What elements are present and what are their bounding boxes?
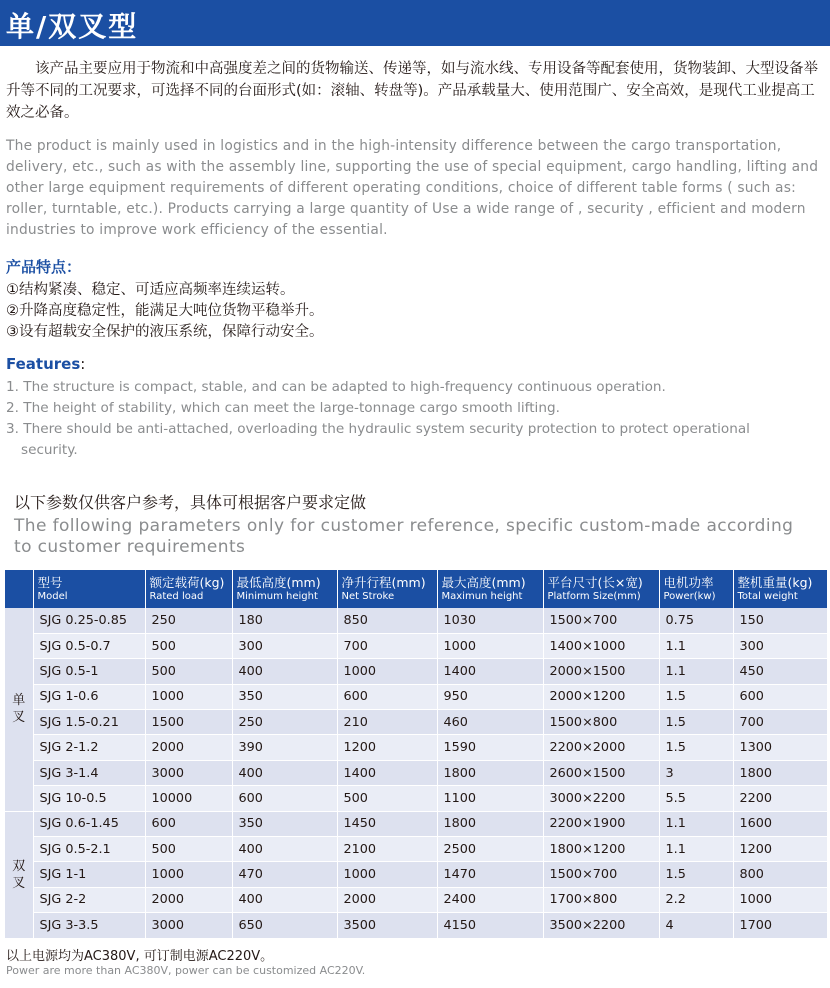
cell-platform-size: 1500×700 <box>543 862 659 887</box>
cell-min-height: 400 <box>232 760 337 785</box>
cell-max-height: 950 <box>437 684 543 709</box>
cell-min-height: 350 <box>232 684 337 709</box>
table-header-row <box>5 570 827 608</box>
header-total-weight: 整机重量(kg) Total weight <box>733 570 827 608</box>
cell-max-height: 1470 <box>437 862 543 887</box>
cell-min-height: 390 <box>232 735 337 760</box>
features-en-item: 1. The structure is compact, stable, and can be adapted to high-frequency continuous operation. <box>6 379 666 395</box>
cell-power: 1.1 <box>659 837 733 862</box>
table-row <box>5 786 827 811</box>
header-max-height: 最大高度(mm) Maximun height <box>437 570 543 608</box>
cell-min-height: 650 <box>232 913 337 938</box>
cell-total-weight: 450 <box>733 659 827 684</box>
features-en-item: 3. There should be anti-attached, overloading the hydraulic system security protection to protect operational <box>6 421 750 437</box>
params-note-en: The following parameters only for customer reference, specific custom-made according to customer requirements <box>14 516 794 557</box>
header-group-cell <box>5 570 33 608</box>
features-cn-list <box>6 280 826 343</box>
cell-power: 3 <box>659 760 733 785</box>
cell-max-height: 1030 <box>437 608 543 633</box>
cell-rated-load: 1000 <box>145 862 232 887</box>
cell-rated-load: 3000 <box>145 760 232 785</box>
cell-total-weight: 1700 <box>733 913 827 938</box>
header-power: 电机功率 Power(kw) <box>659 570 733 608</box>
cell-model: SJG 1-1 <box>33 862 145 887</box>
cell-power: 4 <box>659 913 733 938</box>
cell-net-stroke: 850 <box>337 608 437 633</box>
cell-total-weight: 700 <box>733 710 827 735</box>
cell-platform-size: 2600×1500 <box>543 760 659 785</box>
cell-net-stroke: 2100 <box>337 837 437 862</box>
cell-platform-size: 2200×2000 <box>543 735 659 760</box>
cell-net-stroke: 500 <box>337 786 437 811</box>
table-row <box>5 735 827 760</box>
header-min-height: 最低高度(mm) Minimum height <box>232 570 337 608</box>
cell-power: 1.5 <box>659 862 733 887</box>
features-en-heading-text: Features <box>6 355 81 373</box>
cell-model: SJG 0.6-1.45 <box>33 811 145 836</box>
cell-max-height: 1800 <box>437 811 543 836</box>
cell-power: 0.75 <box>659 608 733 633</box>
features-cn-heading: 产品特点： <box>6 258 82 276</box>
table-row <box>5 760 827 785</box>
params-note-cn: 以下参数仅供客户参考，具体可根据客户要求定做 <box>14 493 367 512</box>
table-row <box>5 837 827 862</box>
cell-min-height: 400 <box>232 887 337 912</box>
cell-power: 2.2 <box>659 887 733 912</box>
cell-model: SJG 0.5-1 <box>33 659 145 684</box>
cell-max-height: 1800 <box>437 760 543 785</box>
title-bar <box>0 0 830 46</box>
cell-power: 1.1 <box>659 659 733 684</box>
cell-min-height: 180 <box>232 608 337 633</box>
cell-rated-load: 500 <box>145 837 232 862</box>
table-row <box>5 659 827 684</box>
cell-power: 5.5 <box>659 786 733 811</box>
cell-platform-size: 3000×2200 <box>543 786 659 811</box>
features-cn-item: ②升降高度稳定性，能满足大吨位货物平稳举升。 <box>6 303 324 319</box>
page-title: 单/双叉型 <box>6 10 139 43</box>
cell-max-height: 4150 <box>437 913 543 938</box>
cell-total-weight: 1200 <box>733 837 827 862</box>
cell-total-weight: 1600 <box>733 811 827 836</box>
cell-rated-load: 500 <box>145 659 232 684</box>
cell-rated-load: 2000 <box>145 887 232 912</box>
header-rated-load: 额定载荷(kg) Rated load <box>145 570 232 608</box>
cell-min-height: 470 <box>232 862 337 887</box>
cell-platform-size: 2200×1900 <box>543 811 659 836</box>
cell-model: SJG 0.5-2.1 <box>33 837 145 862</box>
features-cn-item: ①结构紧凑、稳定、可适应高频率连续运转。 <box>6 282 295 298</box>
cell-power: 1.1 <box>659 633 733 658</box>
footer-note-cn: 以上电源均为AC380V, 可订制电源AC220V。 <box>6 949 274 964</box>
cell-net-stroke: 1200 <box>337 735 437 760</box>
group-label: 单 叉 <box>5 608 33 811</box>
cell-net-stroke: 700 <box>337 633 437 658</box>
features-en-heading <box>6 355 85 373</box>
cell-platform-size: 2000×1500 <box>543 659 659 684</box>
cell-max-height: 460 <box>437 710 543 735</box>
table-row <box>5 887 827 912</box>
cell-rated-load: 600 <box>145 811 232 836</box>
cell-model: SJG 1-0.6 <box>33 684 145 709</box>
table-row <box>5 684 827 709</box>
cell-max-height: 2400 <box>437 887 543 912</box>
features-en-item-continuation: security. <box>21 442 78 458</box>
cell-min-height: 600 <box>232 786 337 811</box>
cell-net-stroke: 600 <box>337 684 437 709</box>
cell-net-stroke: 2000 <box>337 887 437 912</box>
cell-max-height: 1000 <box>437 633 543 658</box>
cell-rated-load: 2000 <box>145 735 232 760</box>
header-platform-size: 平台尺寸(长×宽) Platform Size(mm) <box>543 570 659 608</box>
cell-model: SJG 3-3.5 <box>33 913 145 938</box>
cell-rated-load: 1500 <box>145 710 232 735</box>
cell-net-stroke: 3500 <box>337 913 437 938</box>
features-cn-item: ③设有超载安全保护的液压系统，保障行动安全。 <box>6 324 324 340</box>
spec-table <box>5 570 828 939</box>
cell-model: SJG 10-0.5 <box>33 786 145 811</box>
cell-platform-size: 1500×700 <box>543 608 659 633</box>
table-row <box>5 608 827 633</box>
header-net-stroke: 净升行程(mm) Net Stroke <box>337 570 437 608</box>
cell-min-height: 350 <box>232 811 337 836</box>
spec-table-body <box>5 608 827 938</box>
cell-max-height: 1100 <box>437 786 543 811</box>
cell-total-weight: 1800 <box>733 760 827 785</box>
cell-power: 1.5 <box>659 684 733 709</box>
cell-total-weight: 1000 <box>733 887 827 912</box>
cell-net-stroke: 1400 <box>337 760 437 785</box>
cell-platform-size: 3500×2200 <box>543 913 659 938</box>
cell-net-stroke: 210 <box>337 710 437 735</box>
cell-min-height: 400 <box>232 659 337 684</box>
cell-max-height: 2500 <box>437 837 543 862</box>
cell-platform-size: 1400×1000 <box>543 633 659 658</box>
table-row <box>5 710 827 735</box>
cell-total-weight: 800 <box>733 862 827 887</box>
cell-platform-size: 1500×800 <box>543 710 659 735</box>
cell-rated-load: 1000 <box>145 684 232 709</box>
cell-power: 1.5 <box>659 710 733 735</box>
cell-model: SJG 0.5-0.7 <box>33 633 145 658</box>
cell-platform-size: 2000×1200 <box>543 684 659 709</box>
cell-model: SJG 3-1.4 <box>33 760 145 785</box>
cell-max-height: 1400 <box>437 659 543 684</box>
cell-model: SJG 0.25-0.85 <box>33 608 145 633</box>
cell-model: SJG 2-1.2 <box>33 735 145 760</box>
header-model: 型号 Model <box>33 570 145 608</box>
cell-rated-load: 3000 <box>145 913 232 938</box>
cell-net-stroke: 1450 <box>337 811 437 836</box>
cell-rated-load: 250 <box>145 608 232 633</box>
cell-power: 1.1 <box>659 811 733 836</box>
cell-min-height: 250 <box>232 710 337 735</box>
cell-platform-size: 1800×1200 <box>543 837 659 862</box>
features-en-heading-colon: : <box>80 355 86 373</box>
cell-total-weight: 1300 <box>733 735 827 760</box>
table-row <box>5 913 827 938</box>
features-en-item: 2. The height of stability, which can meet the large-tonnage cargo smooth lifting. <box>6 400 560 416</box>
intro-english: The product is mainly used in logistics and in the high-intensity difference between the cargo transportation, delivery, etc., such as with the assembly line, supporting the use of special equipment, cargo handling, lifting and other large equipment requirements of different operating conditions, choice of different table forms ( such as: roller, turntable, etc.). Products carrying a large quantity of Use a wide range of , security , efficient and modern industries to improve work efficiency of the essential. <box>6 138 819 238</box>
cell-model: SJG 1.5-0.21 <box>33 710 145 735</box>
cell-min-height: 400 <box>232 837 337 862</box>
group-label: 双 叉 <box>5 811 33 938</box>
intro-chinese: 该产品主要应用于物流和中高强度差之间的货物输送、传递等，如与流水线、专用设备等配套使用，货物装卸、大型设备举升等不同的工况要求，可选择不同的台面形式(如：滚轴、转盘等)。产品承载量大、使用范围广、安全高效，是现代工业提高工效之必备。 <box>6 61 818 121</box>
cell-total-weight: 300 <box>733 633 827 658</box>
cell-total-weight: 150 <box>733 608 827 633</box>
cell-max-height: 1590 <box>437 735 543 760</box>
features-en-list <box>6 377 826 461</box>
table-row <box>5 811 827 836</box>
cell-rated-load: 500 <box>145 633 232 658</box>
cell-total-weight: 600 <box>733 684 827 709</box>
footer-note-en: Power are more than AC380V, power can be customized AC220V. <box>6 964 366 977</box>
table-row <box>5 862 827 887</box>
cell-model: SJG 2-2 <box>33 887 145 912</box>
table-row <box>5 633 827 658</box>
cell-platform-size: 1700×800 <box>543 887 659 912</box>
cell-min-height: 300 <box>232 633 337 658</box>
cell-total-weight: 2200 <box>733 786 827 811</box>
cell-power: 1.5 <box>659 735 733 760</box>
cell-rated-load: 10000 <box>145 786 232 811</box>
cell-net-stroke: 1000 <box>337 862 437 887</box>
cell-net-stroke: 1000 <box>337 659 437 684</box>
